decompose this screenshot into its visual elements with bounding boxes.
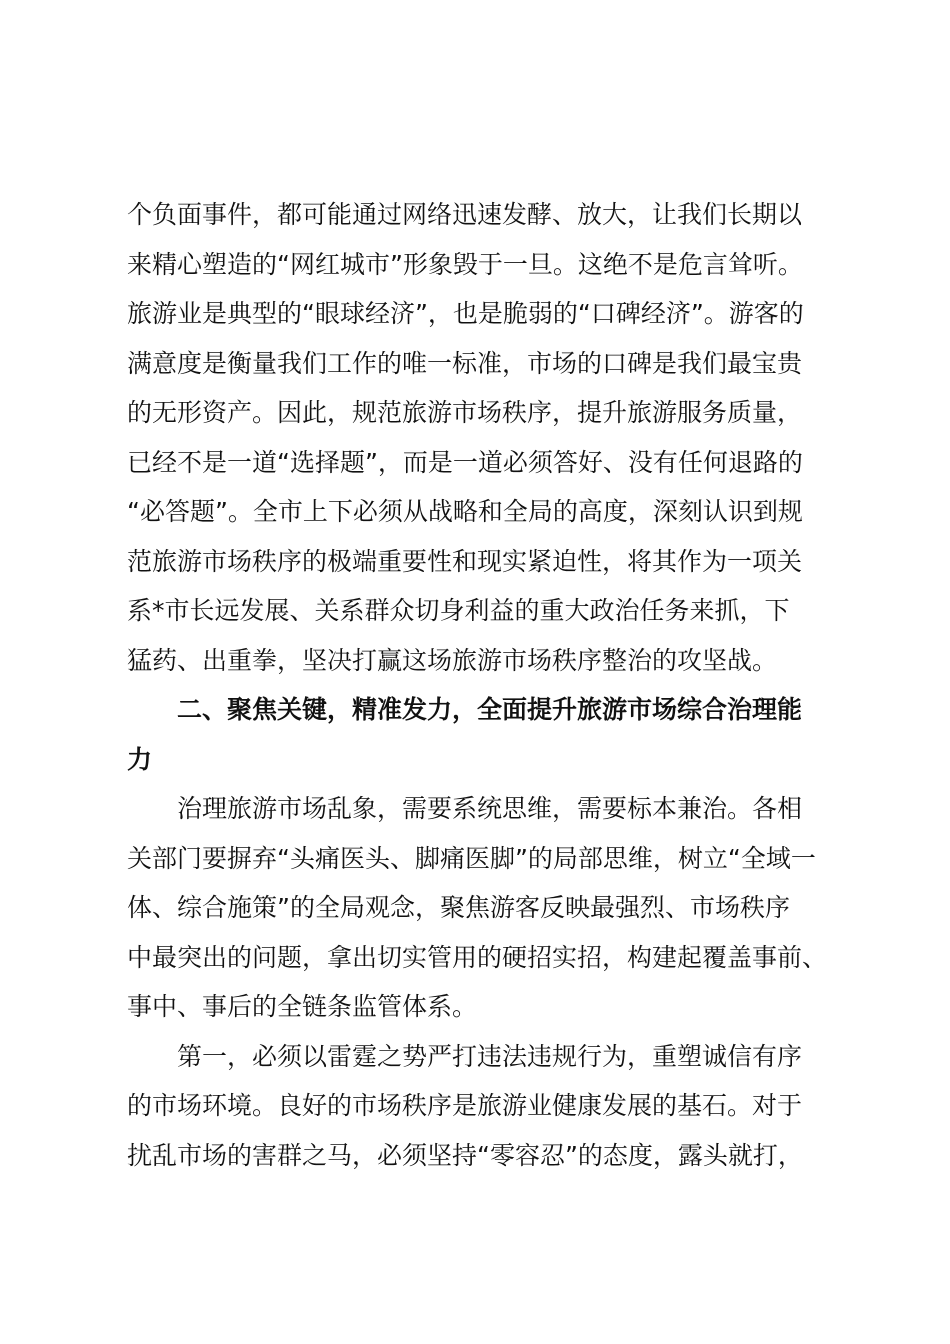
body-line: 旅游业是典型的“眼球经济”，也是脆弱的“口碑经济”。游客的: [127, 299, 804, 328]
body-line: 关部门要摒弃“头痛医头、脚痛医脚”的局部思维，树立“全域一: [127, 843, 816, 873]
body-line: 体、综合施策”的全局观念，聚焦游客反映最强烈、市场秩序: [127, 893, 790, 922]
body-line: 事中、事后的全链条监管体系。: [127, 992, 478, 1021]
document-body: [127, 190, 827, 1180]
paragraph-start-line: 治理旅游市场乱象，需要系统思维，需要标本兼治。各相: [177, 794, 803, 823]
paragraph-start-line: 第一，必须以雷霆之势严打违法违规行为，重塑诚信有序: [177, 1041, 803, 1071]
body-line: “必答题”。全市上下必须从战略和全局的高度，深刻认识到规: [127, 497, 803, 526]
body-line: 个负面事件，都可能通过网络迅速发酵、放大，让我们长期以: [127, 200, 803, 229]
body-line: 来精心塑造的“网红城市”形象毁于一旦。这绝不是危言耸听。: [127, 249, 803, 279]
section-heading-continued: 力: [127, 744, 153, 774]
body-line: 的市场环境。良好的市场秩序是旅游业健康发展的基石。对于: [127, 1091, 803, 1120]
body-line: 扰乱市场的害群之马，必须坚持“零容忍”的态度，露头就打，: [127, 1140, 803, 1170]
body-line: 中最突出的问题，拿出切实管用的硬招实招，构建起覆盖事前、: [127, 942, 828, 972]
section-heading: 二、聚焦关键，精准发力，全面提升旅游市场综合治理能: [177, 695, 803, 724]
body-line: 范旅游市场秩序的极端重要性和现实紧迫性，将其作为一项关: [127, 546, 803, 576]
body-line: 已经不是一道“选择题”，而是一道必须答好、没有任何退路的: [127, 447, 803, 477]
body-line: 猛药、出重拳，坚决打赢这场旅游市场秩序整治的攻坚战。: [127, 645, 778, 675]
body-line: 系*市长远发展、关系群众切身利益的重大政治任务来抓，下: [127, 596, 790, 625]
body-line: 满意度是衡量我们工作的唯一标准，市场的口碑是我们最宝贵: [127, 348, 803, 378]
body-line: 的无形资产。因此，规范旅游市场秩序，提升旅游服务质量，: [127, 398, 803, 427]
